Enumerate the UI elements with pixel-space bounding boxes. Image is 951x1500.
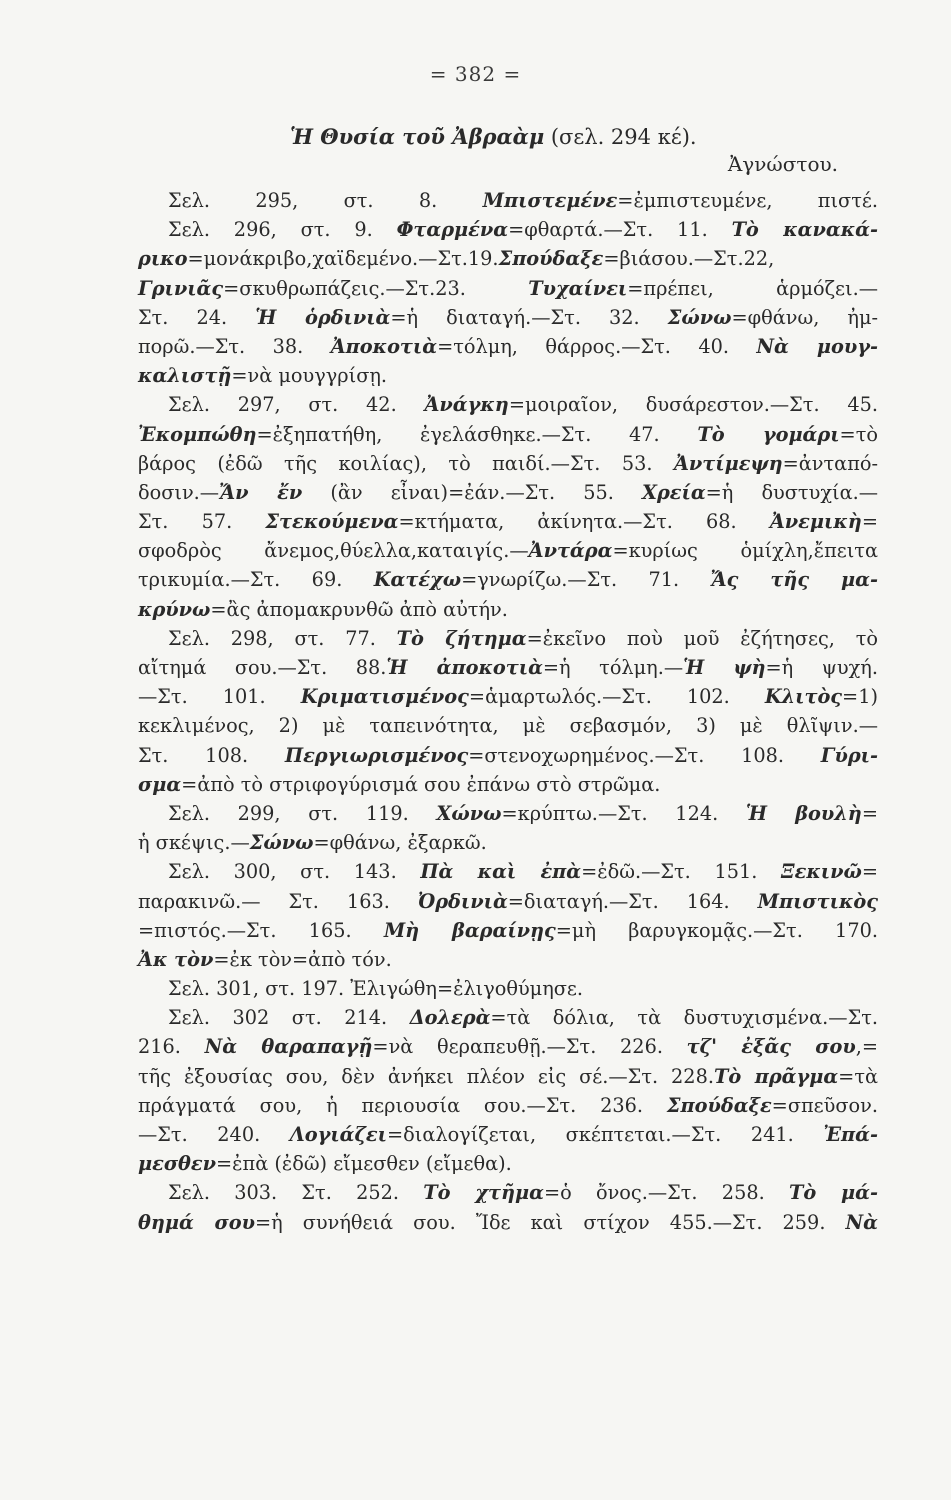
glossary-text-segment: =ἡ δυστυχία.— xyxy=(705,480,878,504)
glossary-term: Φταρμένα xyxy=(396,218,509,242)
glossary-text-segment: Σελ. 296, στ. 9. xyxy=(168,218,397,242)
text-line xyxy=(138,916,878,945)
glossary-term: κρύνω xyxy=(138,597,211,621)
text-line xyxy=(138,186,878,215)
glossary-term: Ἀκ τὸν xyxy=(138,947,214,971)
glossary-text-segment: =γνωρίζω.—Στ. 71. xyxy=(461,568,711,592)
glossary-term: Στεκούμενα xyxy=(265,510,399,534)
glossary-term: Πὰ καὶ ἐπὰ xyxy=(420,860,582,884)
glossary-text-segment: κεκλιμένος, 2) μὲ ταπεινότητα, μὲ σεβασμόν, 3) μὲ θλῖψιν.— xyxy=(138,714,878,738)
glossary-term: Χρεία xyxy=(641,480,706,504)
glossary-text-segment: =ἡ διαταγή.—Στ. 32. xyxy=(390,305,668,329)
glossary-term: Κατέχω xyxy=(373,568,462,592)
glossary-text-segment: =1) xyxy=(842,685,878,709)
glossary-term: μεσθεν xyxy=(138,1152,217,1176)
glossary-term: Ἡ ψὴ xyxy=(683,656,766,679)
glossary-text-segment: =τὸ xyxy=(839,422,878,446)
text-line xyxy=(138,653,878,682)
glossary-term: Γύρι- xyxy=(820,743,878,767)
glossary-term: θημά σου xyxy=(138,1210,255,1234)
page-number: = 382 = xyxy=(429,62,522,86)
glossary-term: Ἐπά- xyxy=(823,1123,878,1146)
glossary-term: Ἄν ἔν xyxy=(219,480,303,504)
glossary-term: Μπιστεμένε xyxy=(482,189,618,212)
glossary-text-segment: =ἐξηπατήθη, ἐγελάσθηκε.—Στ. 47. xyxy=(256,422,698,446)
glossary-term: Νὰ μουγ- xyxy=(756,334,878,358)
text-line xyxy=(138,682,878,711)
text-line xyxy=(138,361,878,390)
text-line xyxy=(138,565,878,594)
glossary-text-segment: =ἡ τόλμη.— xyxy=(542,656,684,679)
text-line xyxy=(138,507,878,536)
glossary-text-segment: Σελ. 302 στ. 214. xyxy=(168,1006,410,1030)
glossary-text-segment: =σπεῦσον. xyxy=(771,1093,878,1117)
glossary-term: Γρινιᾶς xyxy=(138,276,224,300)
glossary-text-segment: Σελ. 297, στ. 42. xyxy=(168,393,425,417)
section-title: Ἡ Θυσία τοῦ Ἀβραὰμ xyxy=(290,124,545,149)
text-line xyxy=(138,887,878,916)
glossary-text-segment: =πρέπει, ἁρμόζει.— xyxy=(627,276,878,300)
text-line xyxy=(138,478,878,507)
glossary-text-segment: =ἂς ἀπομακρυνθῶ ἀπὸ αὐτήν. xyxy=(210,597,508,621)
text-line xyxy=(138,1091,878,1120)
glossary-term: Ἀνεμικὴ xyxy=(769,510,862,534)
glossary-text-segment: =ἀπὸ τὸ στριφογύρισμά σου ἐπάνω στὸ στρῶμα. xyxy=(181,772,661,796)
glossary-term: καλιστῇ xyxy=(138,364,232,388)
text-line xyxy=(138,1032,878,1061)
glossary-text-segment: τρικυμία.—Στ. 69. xyxy=(138,568,374,592)
glossary-text-segment: ,= xyxy=(855,1035,878,1059)
glossary-text-segment: =ἐκεῖνο ποὺ μοῦ ἐζήτησες, τὸ xyxy=(526,626,878,650)
glossary-term: Νὰ xyxy=(845,1210,878,1234)
text-line xyxy=(138,215,878,244)
glossary-text-segment: =τὰ δόλια, τὰ δυστυχισμένα.—Στ. xyxy=(490,1006,878,1030)
glossary-text-segment: πράγματά σου, ἡ περιουσία σου.—Στ. 236. xyxy=(138,1093,667,1117)
text-line xyxy=(138,332,878,361)
glossary-text-segment: =κρύπτω.—Στ. 124. xyxy=(501,801,746,825)
text-line xyxy=(138,536,878,565)
glossary-text-segment: =κυρίως ὁμίχλη,ἔπειτα xyxy=(612,539,878,563)
glossary-text-segment: σφοδρὸς ἄνεμος,θύελλα,καταιγίς.— xyxy=(138,539,529,563)
glossary-term: Τὸ μά- xyxy=(789,1181,878,1205)
text-line xyxy=(138,244,878,273)
glossary-term: Κλιτὸς xyxy=(764,685,843,709)
text-line xyxy=(138,303,878,332)
glossary-text-segment: Σελ. 295, στ. 8. xyxy=(168,189,483,212)
glossary-term: Ἀντάρα xyxy=(528,539,613,563)
glossary-term: Ξεκινῶ xyxy=(781,860,862,884)
glossary-term: Τὸ χτῆμα xyxy=(423,1181,544,1205)
glossary-term: τζ' ἐξᾶς σου xyxy=(686,1035,856,1059)
glossary-term: Τὸ πρᾶγμα xyxy=(713,1064,839,1088)
glossary-text-segment: Στ. 24. xyxy=(138,305,256,329)
text-line xyxy=(138,1178,878,1207)
glossary-text-segment: = xyxy=(861,801,878,825)
glossary-term: Δολερὰ xyxy=(409,1006,491,1030)
glossary-text-segment: =μονάκριβο,χαϊδεμένο.—Στ.19. xyxy=(187,247,499,271)
glossary-text-segment: πορῶ.—Στ. 38. xyxy=(138,334,331,358)
glossary-text-segment: Σελ. 298, στ. 77. xyxy=(168,626,397,650)
glossary-term: Τὸ ζήτημα xyxy=(396,626,527,650)
glossary-text-segment: =μὴ βαρυγκομᾷς.—Στ. 170. xyxy=(555,918,878,942)
glossary-text-segment: =στενοχωρημένος.—Στ. 108. xyxy=(468,743,821,767)
text-line xyxy=(138,1120,878,1149)
glossary-text-segment: δοσιν.— xyxy=(138,480,220,504)
text-line xyxy=(138,624,878,653)
glossary-term: Ἐκομπώθη xyxy=(138,422,257,446)
text-line xyxy=(138,420,878,449)
glossary-term: Χώνω xyxy=(436,801,502,825)
glossary-text-segment: Στ. 108. xyxy=(138,743,285,767)
text-line xyxy=(138,595,878,624)
glossary-text-segment: =τὰ xyxy=(838,1064,879,1088)
text-line xyxy=(138,274,878,303)
glossary-text-segment: παρακινῶ.— Στ. 163. xyxy=(138,889,418,913)
text-line xyxy=(138,449,878,478)
glossary-text-segment: =ἡ συνήθειά σου. Ἴδε καὶ στίχον 455.—Στ. 259. xyxy=(254,1210,846,1234)
section-heading xyxy=(290,124,697,149)
glossary-term: Σώνω xyxy=(667,305,732,329)
glossary-text-segment: —Στ. 101. xyxy=(138,685,301,709)
text-line xyxy=(138,711,878,740)
text-line xyxy=(138,1003,878,1032)
text-line xyxy=(138,974,878,1003)
glossary-text-segment: =ἐμπιστευμένε, πιστέ. xyxy=(617,189,878,212)
text-line xyxy=(138,828,878,857)
glossary-text-segment: =νὰ μουγγρίσῃ. xyxy=(231,364,388,388)
glossary-text-segment: —Στ. 240. xyxy=(138,1123,290,1146)
glossary-text-segment: Στ. 57. xyxy=(138,510,266,534)
glossary-term: Περγιωρισμένος xyxy=(284,743,469,767)
glossary-text-segment: =κτήματα, ἀκίνητα.—Στ. 68. xyxy=(398,510,770,534)
glossary-text-segment: =ἁμαρτωλός.—Στ. 102. xyxy=(468,685,765,709)
glossary-text-segment: = xyxy=(861,510,878,534)
glossary-text-segment: τῆς ἐξουσίας σου, δὲν ἀνήκει πλέον εἰς σέ.—Στ. 228. xyxy=(138,1064,714,1088)
glossary-text-segment: (ἂν εἶναι)=ἐάν.—Στ. 55. xyxy=(302,480,642,504)
glossary-text-segment: =πιστός.—Στ. 165. xyxy=(138,918,384,942)
section-reference: (σελ. 294 κέ). xyxy=(544,125,697,149)
glossary-term: Σώνω xyxy=(249,831,314,855)
glossary-text-segment: =ἡ ψυχή. xyxy=(765,656,878,679)
glossary-term: Ἡ ὁρδινιὰ xyxy=(255,305,391,329)
glossary-text-segment: Σελ. 300, στ. 143. xyxy=(168,860,421,884)
text-line xyxy=(138,1149,878,1178)
glossary-text-segment: =φθαρτά.—Στ. 11. xyxy=(508,218,732,242)
glossary-text-segment: =ἐκ τὸν=ἀπὸ τόν. xyxy=(213,947,392,971)
glossary-term: Τυχαίνει xyxy=(528,276,628,300)
glossary-text-segment: =διαταγή.—Στ. 164. xyxy=(507,889,758,913)
glossary-text-segment: =ἐδῶ.—Στ. 151. xyxy=(581,860,782,884)
glossary-text xyxy=(138,186,878,1237)
glossary-term: Ἀποκοτιὰ xyxy=(330,334,438,358)
glossary-text-segment: αἴτημά σου.—Στ. 88. xyxy=(138,656,387,679)
glossary-term: Ἀντίμεψη xyxy=(673,451,783,475)
glossary-term: Μπιστικὸς xyxy=(757,889,878,913)
glossary-term: Ἄς τῆς μα- xyxy=(710,568,878,592)
glossary-text-segment: =ἀνταπό- xyxy=(782,451,878,475)
glossary-text-segment: =διαλογίζεται, σκέπτεται.—Στ. 241. xyxy=(387,1123,824,1146)
glossary-term: ρικο xyxy=(138,247,188,271)
glossary-term: Ἡ ἀποκοτιὰ xyxy=(386,656,543,679)
glossary-text-segment: Σελ. 303. Στ. 252. xyxy=(168,1181,424,1205)
glossary-text-segment: 216. xyxy=(138,1035,205,1059)
glossary-term: Τὸ κανακά- xyxy=(731,218,878,242)
glossary-text-segment: =φθάνω, ἠμ- xyxy=(731,305,878,329)
glossary-text-segment: βάρος (ἐδῶ τῆς κοιλίας), τὸ παιδί.—Στ. 53. xyxy=(138,451,674,475)
glossary-term: Νὰ θαραπαγῇ xyxy=(204,1035,373,1059)
text-line xyxy=(138,857,878,886)
glossary-term: Ἡ βουλὴ xyxy=(745,801,862,825)
text-line xyxy=(138,799,878,828)
glossary-term: Μὴ βαραίνῃς xyxy=(383,918,556,942)
glossary-text-segment: =σκυθρωπάζεις.—Στ.23. xyxy=(223,276,529,300)
glossary-text-segment: Σελ. 299, στ. 119. xyxy=(168,801,437,825)
glossary-term: Ἀνάγκη xyxy=(424,393,509,417)
glossary-term: Σπούδαξε xyxy=(498,247,604,271)
glossary-term: σμα xyxy=(138,772,182,796)
glossary-text-segment: =ὁ ὄνος.—Στ. 258. xyxy=(543,1181,789,1205)
glossary-term: Σπούδαξε xyxy=(666,1093,772,1117)
text-line xyxy=(138,770,878,799)
glossary-text-segment: =τόλμη, θάρρος.—Στ. 40. xyxy=(437,334,757,358)
glossary-term: Λογιάζει xyxy=(289,1123,387,1146)
glossary-text-segment: =φθάνω, ἐξαρκῶ. xyxy=(313,831,487,855)
glossary-text-segment: =ἐπὰ (ἐδῶ) εἴμεσθεν (εἴμεθα). xyxy=(216,1152,512,1176)
glossary-term: Κριματισμένος xyxy=(300,685,469,709)
text-line xyxy=(138,945,878,974)
glossary-term: Ὀρδινιὰ xyxy=(417,889,508,913)
glossary-term: Τὸ γομάρι xyxy=(697,422,840,446)
text-line xyxy=(138,741,878,770)
glossary-text-segment: =μοιραῖον, δυσάρεστον.—Στ. 45. xyxy=(508,393,878,417)
text-line xyxy=(138,1208,878,1237)
glossary-text-segment: =βιάσου.—Στ.22, xyxy=(603,247,775,271)
glossary-text-segment: Σελ. 301, στ. 197. Ἐλιγώθη=ἐλιγοθύμησε. xyxy=(168,977,584,1001)
text-line xyxy=(138,1062,878,1091)
glossary-text-segment: = xyxy=(861,860,878,884)
glossary-text-segment: =νὰ θεραπευθῇ.—Στ. 226. xyxy=(372,1035,687,1059)
glossary-text-segment: ἡ σκέψις.— xyxy=(138,831,250,855)
text-line xyxy=(138,390,878,419)
author-line: Ἀγνώστου. xyxy=(727,152,838,176)
